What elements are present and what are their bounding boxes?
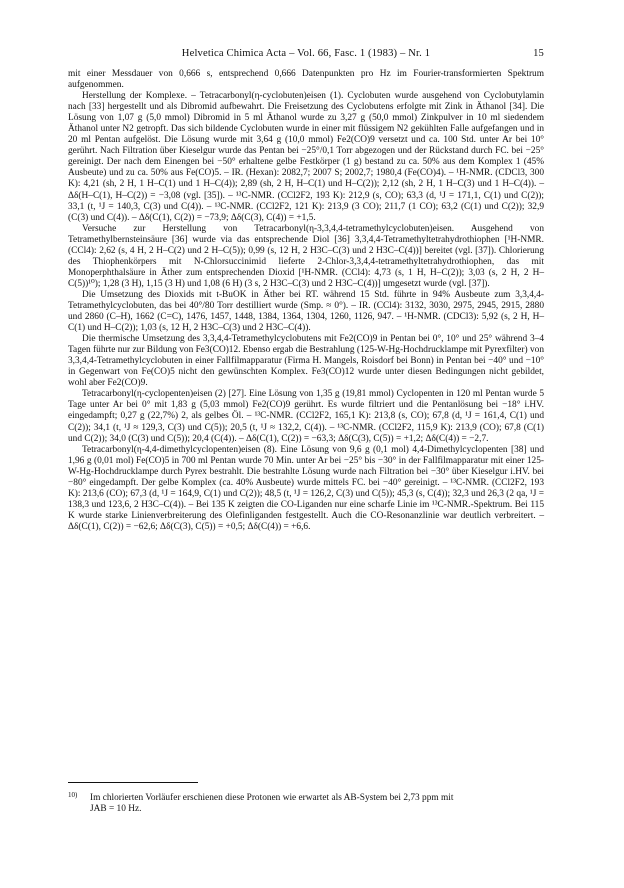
paragraph-complex-1: Herstellung der Komplexe. – Tetracarbonyl(η-cyclobuten)eisen (1). Cyclobuten wurde ausgehend von Cyclobutylamin nach [33] hergestellt und als Dibromid aufbewahrt. Die Freisetzung des Cyclobutens erfolgte mit Zink in Äthanol [34]. Die Lösung von 1,07 g (5,0 mmol) Dibromid in 5 ml Äthanol wurde zu 3,27 g (50,0 mmol) Zinkpulver in 10 ml siedendem Äthanol unter N2 getropft. Das sich bildende Cyclobuten wurde in einer mit flüssigem N2 gekühlten Falle aufgefangen und in 20 ml Pentan aufgelöst. Die Lösung wurde mit 3,64 g (10,0 mmol) Fe2(CO)9 versetzt und ca. 100 Std. unter Ar bei 10° gerührt. Nach Filtration über Kieselgur wurde das Pentan bei −25°/0,1 Torr abgezogen und der Rückstand durch FC. bei −25° gereinigt. Der nach dem Einengen bei −50° erhaltene gelbe Festkörper (1 g) bestand zu ca. 50% aus dem Komplex 1 (45% Ausbeute) und zu ca. 50% aus Fe(CO)5. – IR. (Hexan): 2082,7; 2007 S; 2002,7; 1980,4 (Fe(CO)4). – ¹H-NMR. (CDCl3, 300 K): 4,21 (sh, 2 H, 1 H–C(1) und 1 H–C(4)); 2,89 (sh, 2 H, H–C(1) und H–C(2)); 2,12 (sh, 2 H, 1 H–C(3) und 1 H–C(4)). – Δδ(H–C(1), H–C(2)) = −3,08 (vgl. [35]). – ¹³C-NMR. (CCl2F2, 193 K): 212,9 (s, CO); 63,3 (d, ¹J = 171,1, C(1) und C(2)); 33,1 (t, ¹J = 140,3, C(3) und C(4)). – ¹³C-NMR. (CCl2F2, 121 K): 213,9 (3 CO); 211,7 (1 CO); 63,2 (C(1) und C(2)); 32,9 (C(3) und C(4)). – Δδ(C(1), C(2)) = −73,9; Δδ(C(3), C(4)) = +1,5. xyxy=(68,91,544,223)
paragraph-thermal-reaction: Die thermische Umsetzung des 3,3,4,4-Tetramethylcyclobutens mit Fe2(CO)9 in Pentan bei 0°, 10° und 25° während 3–4 Tagen führte nur zur Bildung von Fe3(CO)12. Ebenso ergab die Bestrahlung (125-W-Hg-Hochdrucklampe mit Pyrexfilter) von 3,3,4,4-Tetramethylcyclobuten in einer Fallfilmapparatur (Firma H. Mangels, Roisdorf bei Bonn) in Pentan bei −40° und −10° in Gegenwart von Fe(CO)5 nicht den gewünschten Komplex. Fe3(CO)12 wurde unter diesen Bedingungen nicht gebildet, wohl aber Fe2(CO)9. xyxy=(68,334,544,389)
footnote-mark: 10) xyxy=(68,791,78,799)
paragraph-complex-2: Tetracarbonyl(η-cyclopenten)eisen (2) [27]. Eine Lösung von 1,35 g (19,81 mmol) Cyclopenten in 120 ml Pentan wurde 5 Tage unter Ar bei 0° mit 1,83 g (5,03 mmol) Fe2(CO)9 gerührt. Es wurde filtriert und die Pentanlösung bei −18° i.HV. eingedampft; 0,27 g (22,7%) 2, als gelbes Öl. – ¹³C-NMR. (CCl2F2, 165,1 K): 213,8 (s, CO); 67,8 (d, ¹J = 161,4, C(1) und C(2)); 34,1 (t, ¹J ≈ 129,3, C(3) und C(5)); 20,5 (t, ¹J ≈ 132,2, C(4)). – ¹³C-NMR. (CCl2F2, 115,9 K): 213,9 (CO); 67,8 (C(1) und C(2)); 34,0 (C(3) und C(5)); 20,4 (C(4)). – Δδ(C(1), C(2)) = −63,3; Δδ(C(3), C(5)) = +1,2; Δδ(C(4)) = −2,7. xyxy=(68,389,544,444)
footnote xyxy=(68,790,544,816)
paragraph-dioxid-reaction: Die Umsetzung des Dioxids mit t-BuOK in Äther bei RT. während 15 Std. führte in 94% Ausbeute zum 3,3,4,4-Tetramethylcyclobuten, das bei 40°/80 Torr destilliert wurde (Smp. ≈ 0°). – IR. (CCl4): 3132, 3030, 2975, 2945, 2915, 2880 und 2860 (C–H), 1662 (C=C), 1476, 1457, 1448, 1384, 1364, 1304, 1260, 1126, 947. – ¹H-NMR. (CDCl3): 5,92 (s, 2 H, H–C(1) und H–C(2)); 1,03 (s, 12 H, 2 H3C–C(3) und 2 H3C–C(4)). xyxy=(68,289,544,334)
footnote-text-line2: JAB = 10 Hz. xyxy=(90,804,142,815)
paragraph-spectrum-note: mit einer Messdauer von 0,666 s, entsprechend 0,666 Datenpunkten pro Hz im Fourier-transformierten Spektrum aufgenommen. xyxy=(68,69,544,91)
paragraph-tetramethylcyclobuten-attempt: Versuche zur Herstellung von Tetracarbonyl(η-3,3,4,4-tetramethylcyclobuten)eisen. Ausgehend von Tetramethylbernsteinsäure [36] wurde via das entsprechende Diol [36] 3,3,4,4-Tetramethyltetrahydrothiophen [¹H-NMR. (CCl4): 2,62 (s, 4 H, 2 H–C(2) und 2 H–C(5)); 0,99 (s, 12 H, 2 H3C–C(3) und 2 H3C–C(4))] bereitet (vgl. [37]). Chlorierung des Thiophenkörpers mit N-Chlorsuccinimid lieferte 2-Chlor-3,3,4,4-tetramethyltetrahydrothiophen, das mit Monoperphthalsäure in Äther zum entsprechenden Dioxid [¹H-NMR. (CCl4): 4,73 (s, 1 H, H–C(2)); 3,03 (s, 2 H, 2 H–C(5))¹⁰); 1,28 (3 H), 1,15 (3 H) und 1,08 (6 H) (3 s, 2 H3C–C(3) und 2 H3C–C(4))] umgesetzt wurde (vgl. [37]). xyxy=(68,223,544,289)
journal-header: Helvetica Chimica Acta – Vol. 66, Fasc. 1 (1983) – Nr. 1 xyxy=(181,48,431,59)
page-number: 15 xyxy=(533,48,544,59)
article-body xyxy=(68,69,544,533)
footnote-text-line1: Im chlorierten Vorläufer erschienen diese Protonen wie erwartet als AB-System bei 2,73 ppm mit xyxy=(90,793,454,803)
running-header xyxy=(68,48,544,59)
footnote-divider xyxy=(68,782,198,783)
paragraph-complex-8: Tetracarbonyl(η-4,4-dimethylcyclopenten)eisen (8). Eine Lösung von 9,6 g (0,1 mol) 4,4-Dimethylcyclopenten [38] und 1,96 g (0,01 mol) Fe(CO)5 in 700 ml Pentan wurde 70 Min. unter Ar bei −25° bis −30° in der Fallfilmapparatur mit einer 125-W-Hg-Hochdrucklampe durch Pyrex bestrahlt. Die bestrahlte Lösung wurde nach Filtration bei −30° über Kieselgur i.HV. bei −80° eingedampft. Der gelbe Komplex (ca. 40% Ausbeute) wurde mittels FC. bei −40° gereinigt. – ¹³C-NMR. (CCl2F2, 193 K): 213,6 (CO); 67,3 (d, ¹J = 164,9, C(1) und C(2)); 48,5 (t, ¹J = 126,2, C(3) und C(5)); 45,3 (s, C(4)); 32,3 und 26,3 (2 qa, ¹J = 138,3 und 123,6, 2 H3C–C(4)). – Bei 135 K zeigten die CO-Liganden nur eine scharfe Linie im ¹³C-NMR.-Spektrum. Bei 115 K wurde starke Linienverbreiterung des Olefinliganden festgestellt. Auch die CO-Resonanzlinie war deutlich verbreitert. – Δδ(C(1), C(2)) = −62,6; Δδ(C(3), C(5)) = +0,5; Δδ(C(4)) = +6,6. xyxy=(68,444,544,532)
